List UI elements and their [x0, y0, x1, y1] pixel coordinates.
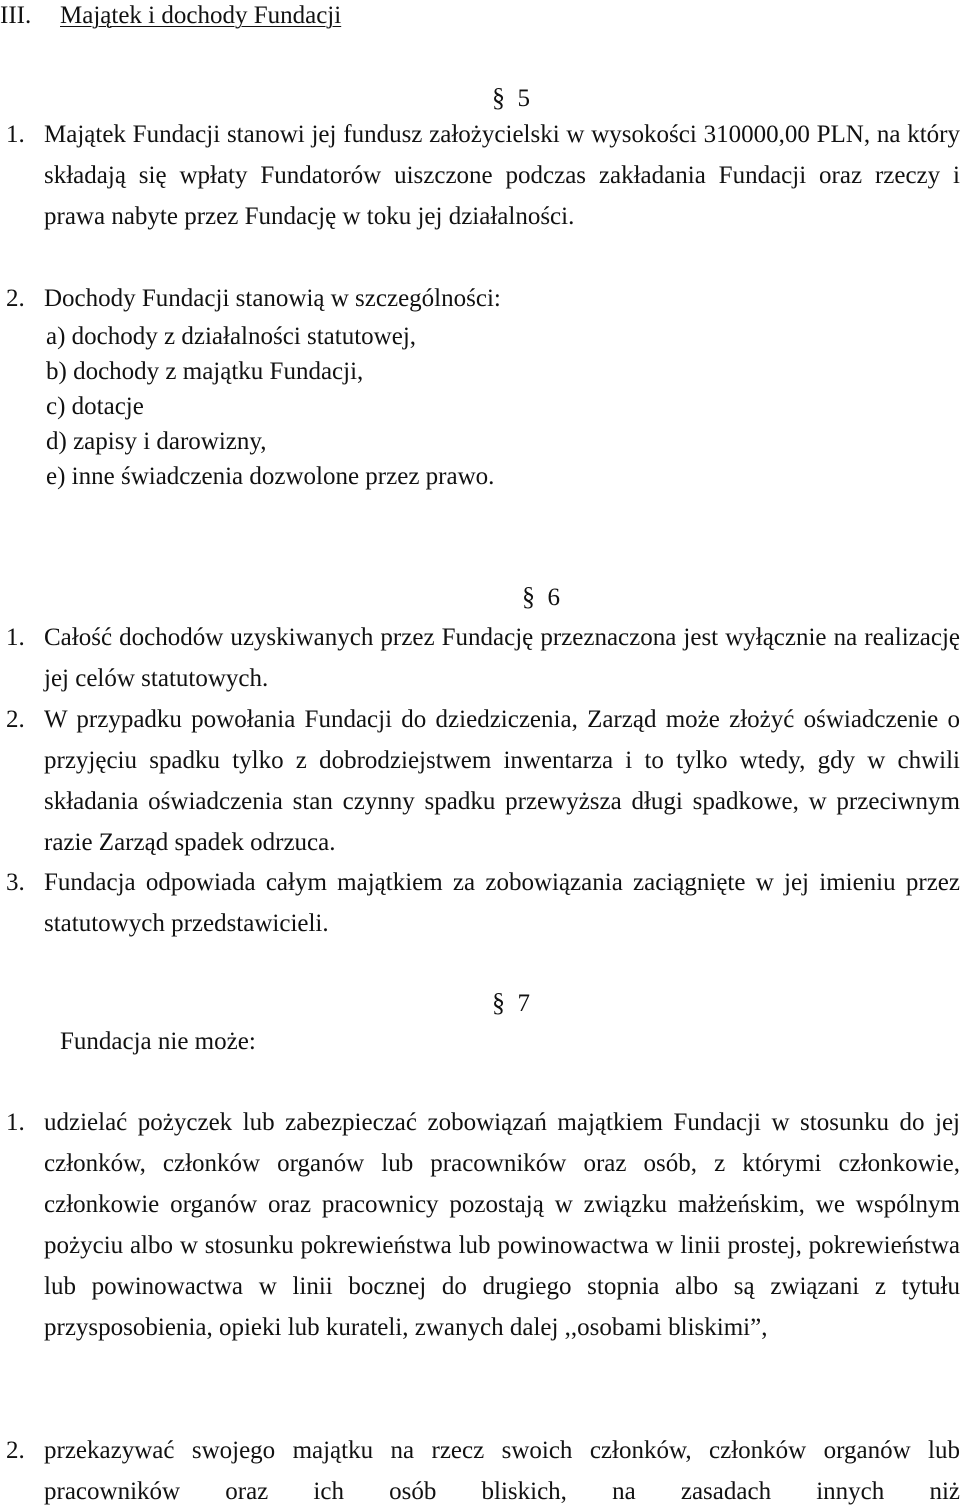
sublist-item: d) zapisy i darowizny,: [46, 428, 267, 455]
section-sign: §: [492, 83, 505, 112]
income-sublist: [46, 319, 494, 494]
section-sign: §: [492, 988, 505, 1017]
item-text: przekazywać swojego majątku na rzecz swoich członków, członków organów lub pracowników oraz ich osób bliskich, na zasadach innych niż: [44, 1437, 960, 1505]
item-number: 2.: [6, 285, 25, 312]
item-text: Fundacja odpowiada całym majątkiem za zobowiązania zaciągnięte w jej imieniu przez statutowych przedstawicieli.: [44, 869, 960, 937]
list-item: [6, 1430, 960, 1512]
item-number: 2.: [6, 1437, 25, 1464]
chapter-number: III.: [0, 2, 32, 29]
item-number: 1.: [6, 1109, 25, 1136]
sublist-item: e) inne świadczenia dozwolone przez prawo.: [46, 463, 495, 490]
paragraph-5-heading: [492, 77, 530, 119]
item-text: Majątek Fundacji stanowi jej fundusz założycielski w wysokości 310000,00 PLN, na który składają się wpłaty Fundatorów uiszczone podczas zakładania Fundacji oraz rzeczy i prawa nabyte przez Fundację w toku jej działalności.: [44, 121, 960, 230]
paragraph-number: 7: [517, 990, 530, 1017]
item-number: 2.: [6, 706, 25, 733]
list-item: [6, 278, 960, 319]
paragraph-7-intro: Fundacja nie może:: [60, 1028, 256, 1055]
item-text: W przypadku powołania Fundacji do dziedziczenia, Zarząd może złożyć oświadczenie o przyjęciu spadku tylko z dobrodziejstwem inwentarza i to tylko wtedy, gdy w chwili składania oświadczenia stan czynny spadku przewyższa długi spadkowe, w przeciwnym razie Zarząd spadek odrzuca.: [44, 706, 960, 856]
item-number: 1.: [6, 121, 25, 148]
list-item: [6, 699, 960, 863]
paragraph-7-heading: [492, 982, 530, 1024]
item-text: Dochody Fundacji stanowią w szczególności:: [44, 285, 501, 312]
list-item: [6, 617, 960, 699]
item-text: udzielać pożyczek lub zabezpieczać zobowiązań majątkiem Fundacji w stosunku do jej członków, członków organów lub pracowników oraz osób, z którymi członkowie, członkowie organów oraz pracownicy pozostają w związku małżeńskim, we wspólnym pożyciu albo w stosunku pokrewieństwa lub powinowactwa w linii prostej, pokrewieństwa lub powinowactwa w linii bocznej do drugiego stopnia albo są związani z tytułu przysposobienia, opieki lub kurateli, zwanych dalej ,,osobami bliskimi”,: [44, 1109, 960, 1341]
paragraph-number: 5: [517, 85, 530, 112]
sublist-item: a) dochody z działalności statutowej,: [46, 323, 417, 350]
list-item: [6, 1102, 960, 1348]
paragraph-6-heading: [522, 576, 560, 618]
paragraph-number: 6: [547, 584, 560, 611]
item-number: 3.: [6, 869, 25, 896]
section-sign: §: [522, 582, 535, 611]
sublist-item: b) dochody z majątku Fundacji,: [46, 358, 364, 385]
chapter-title: Majątek i dochody Fundacji: [60, 2, 342, 29]
sublist-item: c) dotacje: [46, 393, 144, 420]
list-item: [6, 862, 960, 944]
item-text: Całość dochodów uzyskiwanych przez Fundację przeznaczona jest wyłącznie na realizację jej celów statutowych.: [44, 624, 960, 692]
item-number: 1.: [6, 624, 25, 651]
list-item: [6, 114, 960, 237]
chapter-header: [0, 0, 341, 36]
